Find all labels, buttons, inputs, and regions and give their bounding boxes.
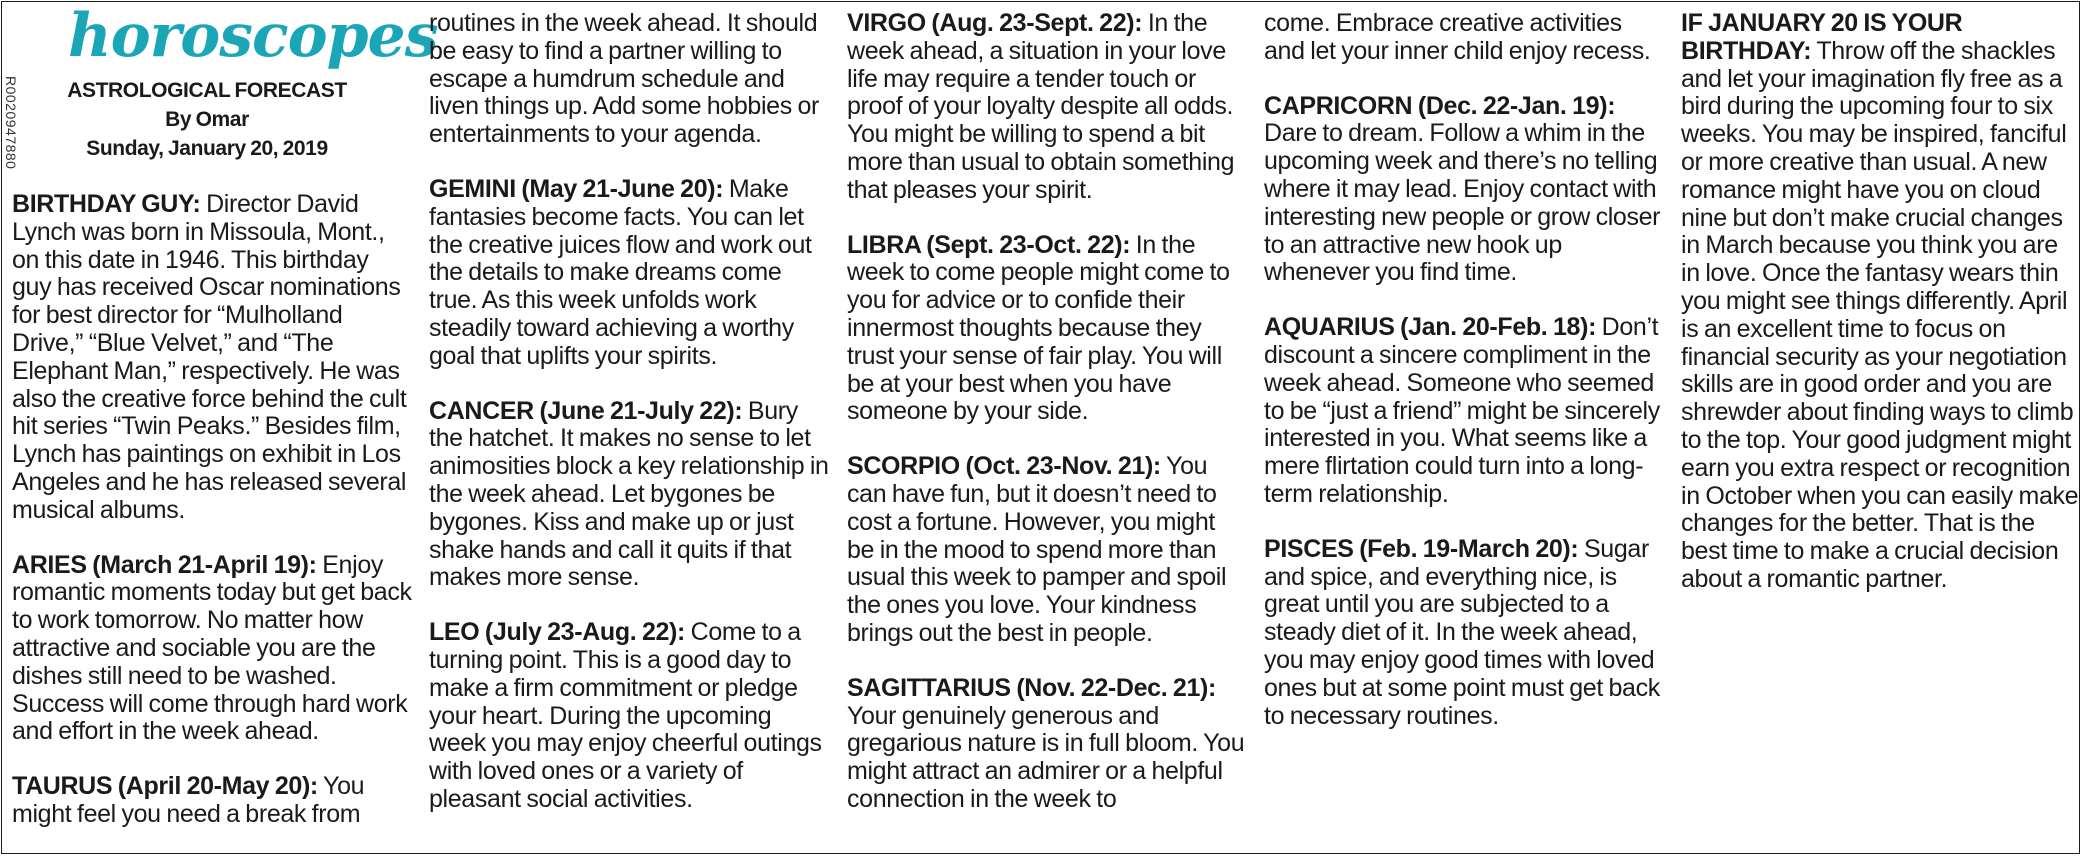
entry-virgo — [847, 10, 1247, 205]
entry-libra — [847, 232, 1247, 427]
entry-scorpio — [847, 453, 1247, 648]
entry-heading: SCORPIO (Oct. 23-Nov. 21): — [847, 452, 1161, 481]
entry-heading: LIBRA (Sept. 23-Oct. 22): — [847, 230, 1131, 259]
entry-heading: CANCER (June 21-July 22): — [429, 396, 743, 425]
ad-code: R0020947880 — [3, 76, 19, 170]
entry-sagittarius — [847, 675, 1247, 814]
entry-heading: VIRGO (Aug. 23-Sept. 22): — [847, 9, 1143, 37]
forecast-title: ASTROLOGICAL FORECAST — [67, 79, 347, 102]
entry-heading: GEMINI (May 21-June 20): — [429, 174, 724, 203]
entry-heading: SAGITTARIUS (Nov. 22-Dec. 21): — [847, 673, 1216, 702]
column-2 — [429, 10, 829, 841]
entry-heading: BIRTHDAY GUY: — [12, 190, 201, 218]
entry-heading: CAPRICORN (Dec. 22-Jan. 19): — [1264, 91, 1616, 120]
entry-text: Come to a turning point. This is a good day to make a firm commitment or pledge your heart. During the upcoming week you may enjoy cheerful outings with loved ones or a variety of pleasant social activities. — [429, 618, 822, 813]
horoscope-page — [1, 1, 2080, 854]
entry-text: You can have fun, but it doesn’t need to cost a fortune. However, you might be in the mood to spend more than usual this week to pamper and spoil the ones you love. Your kindness brings out the best in people. — [847, 452, 1227, 647]
entry-aries — [12, 552, 412, 747]
column-3 — [847, 10, 1247, 841]
entry-text: Enjoy romantic moments today but get back to work tomorrow. No matter how attractive and sociable you are the dishes still need to be washed. Success will come through hard work and effort in the week ahead. — [12, 550, 412, 746]
entry-text: Don’t discount a sincere compliment in the week ahead. Someone who seemed to be “just a friend” might be sincerely interested in you. What seems like a mere flirtation could turn into a long-term relationship. — [1264, 313, 1660, 508]
byline: By Omar — [165, 108, 249, 131]
entry-text: Throw off the shackles and let your imagination fly free as a bird during the upcoming four to six weeks. You may be inspired, fanciful or more creative than usual. A new romance might have you on cloud nine but don’t make crucial changes in March because you think you are in love. Once the fantasy wears thin you might see things differently. April is an excellent time to focus on financial security as your negotiation skills are in good order and you are shrewder about finding ways to climb to the top. Your good judgment might earn you extra respect or recognition in October when you can easily make changes for the better. That is the best time to make a crucial decision about a romantic partner. — [1681, 36, 2079, 593]
entry-text: In the week ahead, a situation in your love life may require a tender touch or proof of your loyalty despite all odds. You might be willing to spend a bit more than usual to obtain something that pleases your spirit. — [847, 9, 1235, 204]
horoscope-header — [12, 1, 438, 163]
entry-taurus-continued — [429, 10, 829, 149]
entry-capricorn — [1264, 93, 1664, 288]
entry-heading: AQUARIUS (Jan. 20-Feb. 18): — [1264, 313, 1597, 342]
entry-birthday-guy — [12, 191, 412, 525]
column-1 — [12, 1, 438, 856]
entry-text: Director David Lynch was born in Missoula, Mont., on this date in 1946. This birthday guy has received Oscar nominations for best director for “Mulholland Drive,” “Blue Velvet,” and “The Elephant Man,” respectively. He was also the creative force behind the cult hit series “Twin Peaks.” Besides film, Lynch has paintings on exhibit in Los Angeles and he has released several musical albums. — [12, 190, 407, 524]
column-5 — [1681, 10, 2081, 621]
entry-text: You might feel you need a break from — [12, 772, 365, 828]
horoscopes-logo: horoscopes — [68, 1, 438, 71]
entry-text: Dare to dream. Follow a whim in the upcoming week and there’s no telling where it may lead. Enjoy contact with interesting new people or grow closer to an attractive new hook up whenever you find time. — [1264, 119, 1661, 287]
entry-heading: LEO (July 23-Aug. 22): — [429, 618, 686, 647]
entry-your-birthday — [1681, 10, 2081, 594]
entry-text: In the week to come people might come to you for advice or to confide their innermost thoughts because they trust your sense of fair play. You will be at your best when you have someone by your side. — [847, 230, 1230, 426]
entry-taurus — [12, 773, 412, 829]
entry-heading: ARIES (March 21-April 19): — [12, 550, 317, 579]
entry-leo — [429, 619, 829, 814]
entry-gemini — [429, 176, 829, 371]
entry-cancer — [429, 398, 829, 593]
column-4 — [1264, 10, 1664, 757]
entry-text: come. Embrace creative activities and let your inner child enjoy recess. — [1264, 9, 1651, 65]
date-line: Sunday, January 20, 2019 — [86, 137, 328, 160]
entry-heading: PISCES (Feb. 19-March 20): — [1264, 534, 1579, 563]
entry-pisces — [1264, 536, 1664, 731]
entry-aquarius — [1264, 314, 1664, 509]
entry-text: Your genuinely generous and gregarious nature is in full bloom. You might attract an admirer or a helpful connection in the week to — [847, 701, 1245, 813]
entry-text: Bury the hatchet. It makes no sense to let animosities block a key relationship in the week ahead. Let bygones be bygones. Kiss and make up or just shake hands and call it quits if that makes more sense. — [429, 396, 829, 592]
entry-text: Make fantasies become facts. You can let the creative juices flow and work out the details to make dreams come true. As this week unfolds work steadily toward achieving a worthy goal that uplifts your spirits. — [429, 174, 812, 370]
entry-text: routines in the week ahead. It should be easy to find a partner willing to escape a humdrum schedule and liven things up. Add some hobbies or entertainments to your agenda. — [429, 9, 819, 149]
entry-heading: IF JANUARY 20 IS YOUR BIRTHDAY: — [1681, 9, 1963, 65]
entry-heading: TAURUS (April 20-May 20): — [12, 772, 318, 801]
entry-text: Sugar and spice, and everything nice, is great until you are subjected to a steady diet of it. In the week ahead, you may enjoy good times with loved ones but at some point must get back to necessary routines. — [1264, 534, 1660, 730]
entry-sagittarius-continued — [1264, 10, 1664, 66]
